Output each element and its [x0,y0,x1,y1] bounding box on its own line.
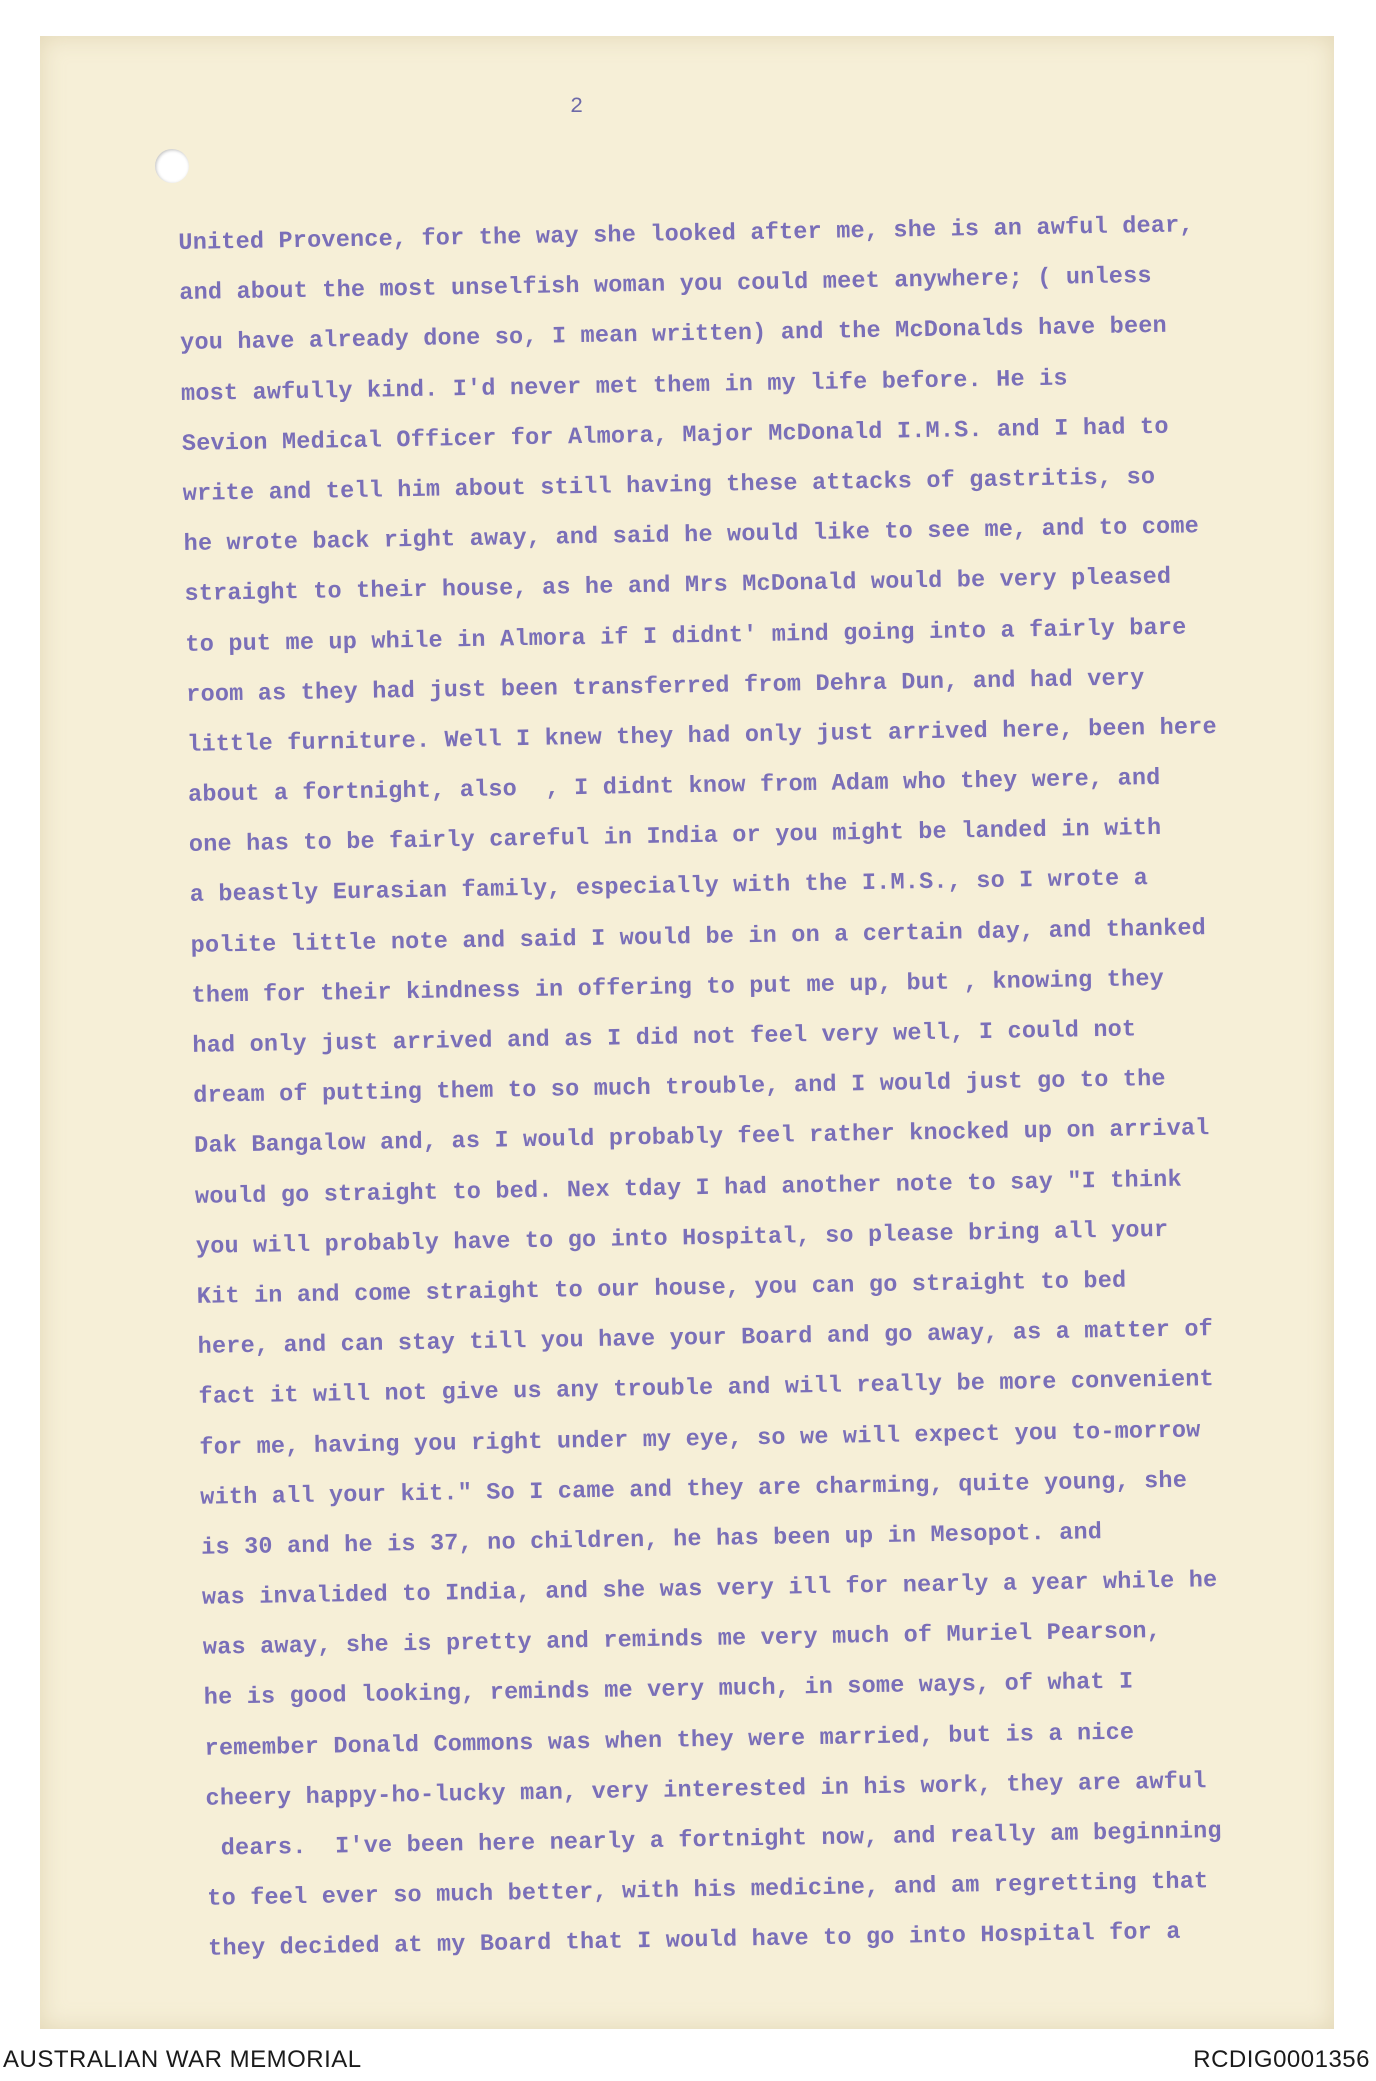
text-line: Kit in and come straight to our house, you can go straight to bed [196,1267,1127,1311]
text-line: for me, having you right under my eye, so we will expect you to-morrow [199,1416,1201,1462]
text-line: polite little note and said I would be in on a certain day, and thanked [190,914,1207,960]
text-line: write and tell him about still having these attacks of gastritis, so [182,463,1156,508]
text-line: them for their kindness in offering to put me up, but , knowing they [191,965,1165,1010]
text-line: cheery happy-ho-lucky man, very interested in his work, they are awful [205,1768,1207,1813]
text-line: United Provence, for the way she looked after me, she is an awful dear, [178,212,1194,257]
text-line: a beastly Eurasian family, especially with the I.M.S., so I wrote a [189,865,1149,910]
text-line: most awfully kind. I'd never met them in my life before. He is [180,365,1068,408]
footer-record-id: RCDIG0001356 [1193,2046,1370,2073]
document-page [40,36,1334,2029]
text-line: you will probably have to go into Hospital, so please bring all your [195,1216,1169,1261]
text-line: they decided at my Board that I would have to go into Hospital for a [207,1919,1181,1964]
text-line: room as they had just been transferred from Dehra Dun, and had very [186,664,1145,709]
text-line: Dak Bangalow and, as I would probably feel rather knocked up on arrival [193,1115,1210,1161]
text-line: here, and can stay till you have your Board and go away, as a matter of [197,1316,1214,1361]
text-line: Sevion Medical Officer for Almora, Major McDonald I.M.S. and I had to [181,413,1169,458]
text-line: straight to their house, as he and Mrs McDonald would be very pleased [184,564,1172,609]
text-line: remember Donald Commons was when they were married, but is a nice [204,1719,1135,1763]
text-line: dream of putting them to so much trouble, and I would just go to the [193,1066,1166,1111]
text-line: you have already done so, I mean written) and the McDonalds have been [179,313,1168,358]
text-line: he wrote back right away, and said he would like to see me, and to come [183,513,1200,559]
text-line: with all your kit." So I came and they are charming, quite young, she [200,1467,1188,1512]
text-line: fact it will not give us any trouble and will really be more convenient [198,1366,1215,1412]
text-line: was invalided to India, and she was very ill for nearly a year while he [201,1567,1218,1612]
letter-body [178,199,1338,1975]
text-line: to put me up while in Almora if I didnt' mind going into a fairly bare [185,613,1187,659]
punch-hole [155,149,189,183]
text-line: little furniture. Well I knew they had only just arrived here, been here [186,713,1218,759]
text-line: about a fortnight, also , I didnt know from Adam who they were, and [187,765,1161,809]
text-line: to feel ever so much better, with his medicine, and am regretting that [207,1868,1209,1913]
text-line: one has to be fairly careful in India or you might be landed in with [188,815,1162,860]
text-line: would go straight to bed. Nex tday I had another note to say "I think [194,1166,1183,1211]
text-line: and about the most unselfish woman you could meet anywhere; ( unless [179,263,1152,308]
text-line: had only just arrived and as I did not feel very well, I could not [192,1016,1137,1060]
text-line: was away, she is pretty and reminds me very much of Muriel Pearson, [202,1618,1162,1663]
text-line: dears. I've been here nearly a fortnight now, and really am beginning [206,1818,1223,1863]
text-line: he is good looking, reminds me very much, in some ways, of what I [203,1668,1134,1713]
text-line: is 30 and he is 37, no children, he has been up in Mesopot. and [200,1518,1103,1562]
archive-footer [0,2040,1376,2081]
page-number: 2 [570,94,584,119]
footer-institution: AUSTRALIAN WAR MEMORIAL [3,2046,362,2073]
